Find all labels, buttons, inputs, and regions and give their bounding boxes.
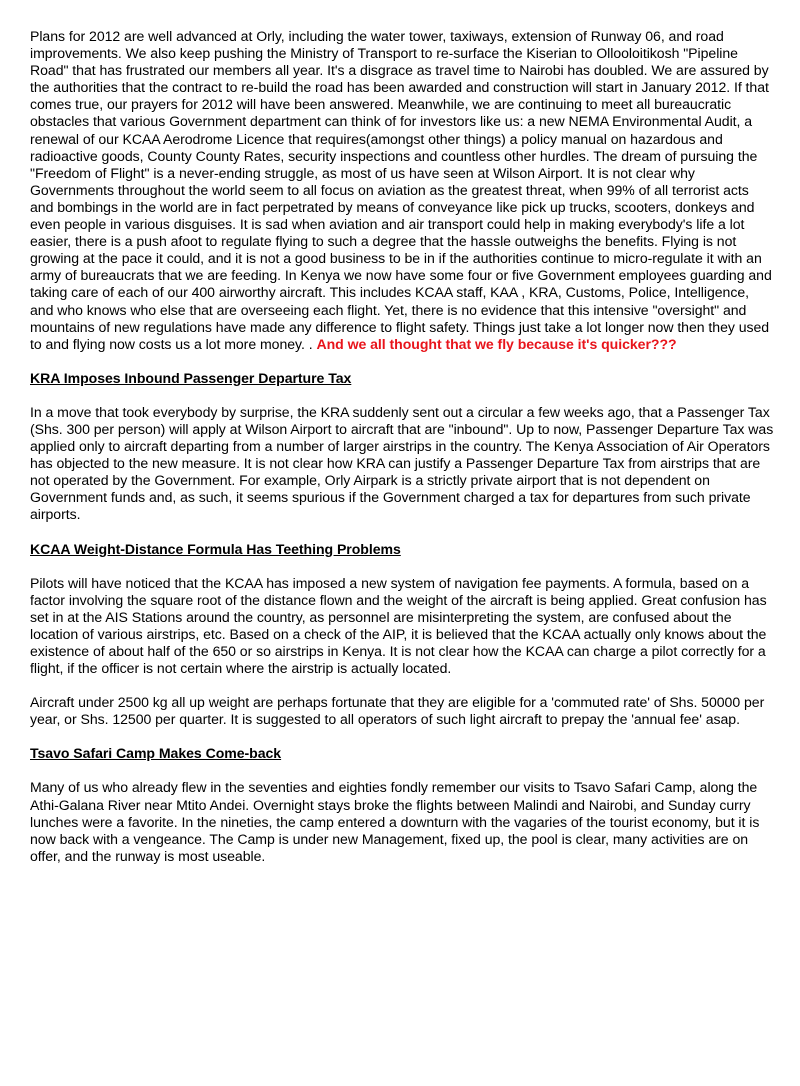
section-paragraph-kra-tax: In a move that took everybody by surprise, the KRA suddenly sent out a circular a few weeks ago, that a Passenger Tax (Shs. 300 per person) will apply at Wilson Airport to aircraft that are "inbound". Up to now, Passenger Departure Tax was applied only to aircraft departing from a number of larger airstrips in the country. The Kenya Association of Air Operators has objected to the new measure. It is not clear how KRA can justify a Passenger Departure Tax from airstrips that are not operated by the Government. For example, Orly Airpark is a strictly private airport that is not dependent on Government funds and, as such, it seems spurious if the Government charged a tax for departures from such private airports. xyxy=(30,403,774,523)
spacer xyxy=(30,558,775,575)
section-paragraph-tsavo-camp: Many of us who already flew in the seventies and eighties fondly remember our visits to Tsavo Safari Camp, along the Athi-Galana River near Mtito Andei. Overnight stays broke the flights between Malindi and Nairobi, and Sunday curry lunches were a favorite. In the nineties, the camp entered a downturn with the vagaries of the tourist economy, but it is now back with a vengeance. The Camp is under new Management, fixed up, the pool is clear, many activities are on offer, and the runway is most useable. xyxy=(30,779,760,864)
spacer xyxy=(30,353,775,370)
intro-body-text: Plans for 2012 are well advanced at Orly, including the water tower, taxiways, extension of Runway 06, and road improvements. We also keep pushing the Ministry of Transport to re-surface the Kiserian to Ollooloitikosh "Pipeline Road" that has frustrated our members all year. It's a disgrace as travel time to Nairobi has doubled. We are assured by the authorities that the contract to re-build the road has been awarded and construction will start in January 2012. If that comes true, our prayers for 2012 will have been answered. Meanwhile, we are continuing to meet all bureaucratic obstacles that various Government department can think of for investors like us: a new NEMA Environmental Audit, a renewal of our KCAA Aerodrome Licence that requires(amongst other things) a policy manual on hazardous and radioactive goods, County County Rates, security inspections and countless other hurdles. The dream of pursuing the "Freedom of Flight" is a never-ending struggle, as most of us have seen at Wilson Airport. It is not clear why Governments throughout the world seem to all focus on aviation as the greatest threat, when 99% of all terrorist acts and bombings in the world are in fact perpetrated by means of conveyance like pick up trucks, scooters, donkeys and even people in various disguises. It is sad when aviation and air transport could help in making everybody's life a lot easier, there is a push afoot to regulate flying to such a degree that the hassle outweighs the benefits. Flying is not growing at the pace it could, and it is not a good business to be in if the authorities continue to micro-regulate it with an army of bureaucrats that we are feeding. In Kenya we now have some four or five Government employees guarding and taking care of each of our 400 airworthy aircraft. This includes KCAA staff, KAA , KRA, Customs, Police, Intelligence, and who knows who else that are overseeing each flight. Yet, there is no evidence that this intensive "oversight" and mountains of new regulations have made any difference to flight safety. Things just take a lot longer now then they used to and flying now costs us a lot more money. . xyxy=(30,28,772,352)
spacer xyxy=(30,524,775,541)
section-heading-kra-tax: KRA Imposes Inbound Passenger Departure Tax xyxy=(30,369,352,386)
intro-highlight-text: And we all thought that we fly because it's quicker??? xyxy=(316,335,677,352)
document-page xyxy=(30,28,775,865)
section-heading-kcaa-formula: KCAA Weight-Distance Formula Has Teething Problems xyxy=(30,540,401,557)
spacer xyxy=(30,387,775,404)
spacer xyxy=(30,762,775,779)
spacer xyxy=(30,728,775,745)
section-paragraph-kcaa-formula-2: Aircraft under 2500 kg all up weight are perhaps fortunate that they are eligible for a 'commuted rate' of Shs. 50000 per year, or Shs. 12500 per quarter. It is suggested to all operators of such light aircraft to prepay the 'annual fee' asap. xyxy=(30,694,765,728)
section-heading-tsavo-camp: Tsavo Safari Camp Makes Come-back xyxy=(30,745,282,762)
intro-paragraph xyxy=(30,28,775,353)
section-paragraph-kcaa-formula-1: Pilots will have noticed that the KCAA has imposed a new system of navigation fee payments. A formula, based on a factor involving the square root of the distance flown and the weight of the aircraft is being applied. Great confusion has set in at the AIS Stations around the country, as personnel are misinterpreting the system, are confused about the location of various airstrips, etc. Based on a check of the AIP, it is believed that the KCAA actually only knows about the existence of about half of the 650 or so airstrips in Kenya. It is not clear how the KCAA can charge a pilot correctly for a flight, if the officer is not certain where the airstrip is actually located. xyxy=(30,574,767,677)
spacer xyxy=(30,677,775,694)
